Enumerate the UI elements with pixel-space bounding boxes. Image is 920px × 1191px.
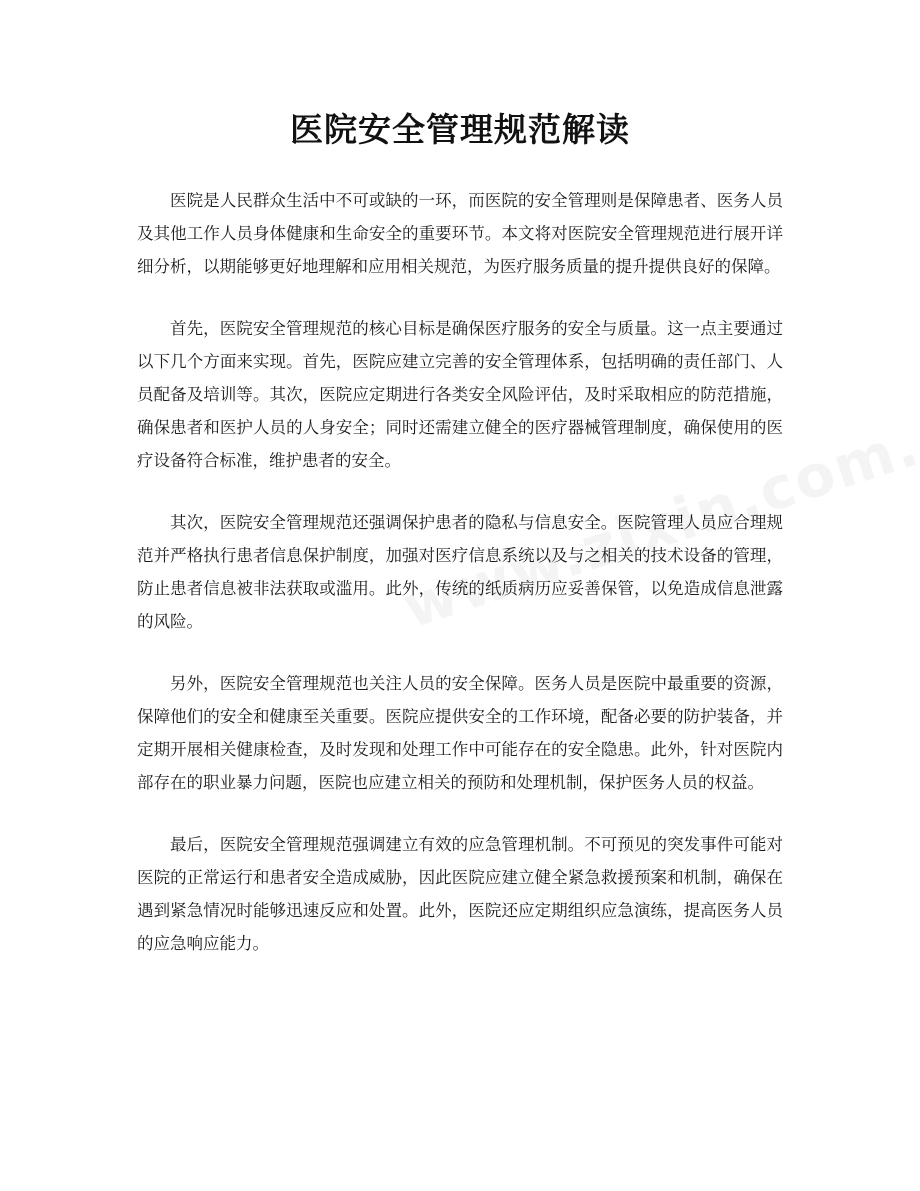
- document-title: 医院安全管理规范解读: [290, 110, 630, 149]
- paragraph-intro: 医院是人民群众生活中不可或缺的一环，而医院的安全管理则是保障患者、医务人员及其他工作人员身体健康和生命安全的重要环节。本文将对医院安全管理规范进行展开详细分析，以期能够更好地理解和应用相关规范，为医疗服务质量的提升提供良好的保障。: [137, 191, 783, 276]
- paragraph-staff-safety: 另外，医院安全管理规范也关注人员的安全保障。医务人员是医院中最重要的资源，保障他们的安全和健康至关重要。医院应提供安全的工作环境，配备必要的防护装备，并定期开展相关健康检查，及时发现和处理工作中可能存在的安全隐患。此外，针对医院内部存在的职业暴力问题，医院也应建立相关的预防和处理机制，保护医务人员的权益。: [137, 674, 783, 792]
- paragraph-core-goals: 首先，医院安全管理规范的核心目标是确保医疗服务的安全与质量。这一点主要通过以下几个方面来实现。首先，医院应建立完善的安全管理体系，包括明确的责任部门、人员配备及培训等。其次，医院应定期进行各类安全风险评估，及时采取相应的防范措施，确保患者和医护人员的人身安全；同时还需建立健全的医疗器械管理制度，确保使用的医疗设备符合标准，维护患者的安全。: [137, 319, 783, 470]
- document-body: [137, 184, 783, 989]
- paragraph-emergency: 最后，医院安全管理规范强调建立有效的应急管理机制。不可预见的突发事件可能对医院的正常运行和患者安全造成威胁，因此医院应建立健全紧急救援预案和机制，确保在遇到紧急情况时能够迅速反应和处置。此外，医院还应定期组织应急演练，提高医务人员的应急响应能力。: [137, 835, 783, 953]
- paragraph-privacy: 其次，医院安全管理规范还强调保护患者的隐私与信息安全。医院管理人员应合理规范并严格执行患者信息保护制度，加强对医疗信息系统以及与之相关的技术设备的管理，防止患者信息被非法获取或滥用。此外，传统的纸质病历应妥善保管，以免造成信息泄露的风险。: [137, 513, 783, 631]
